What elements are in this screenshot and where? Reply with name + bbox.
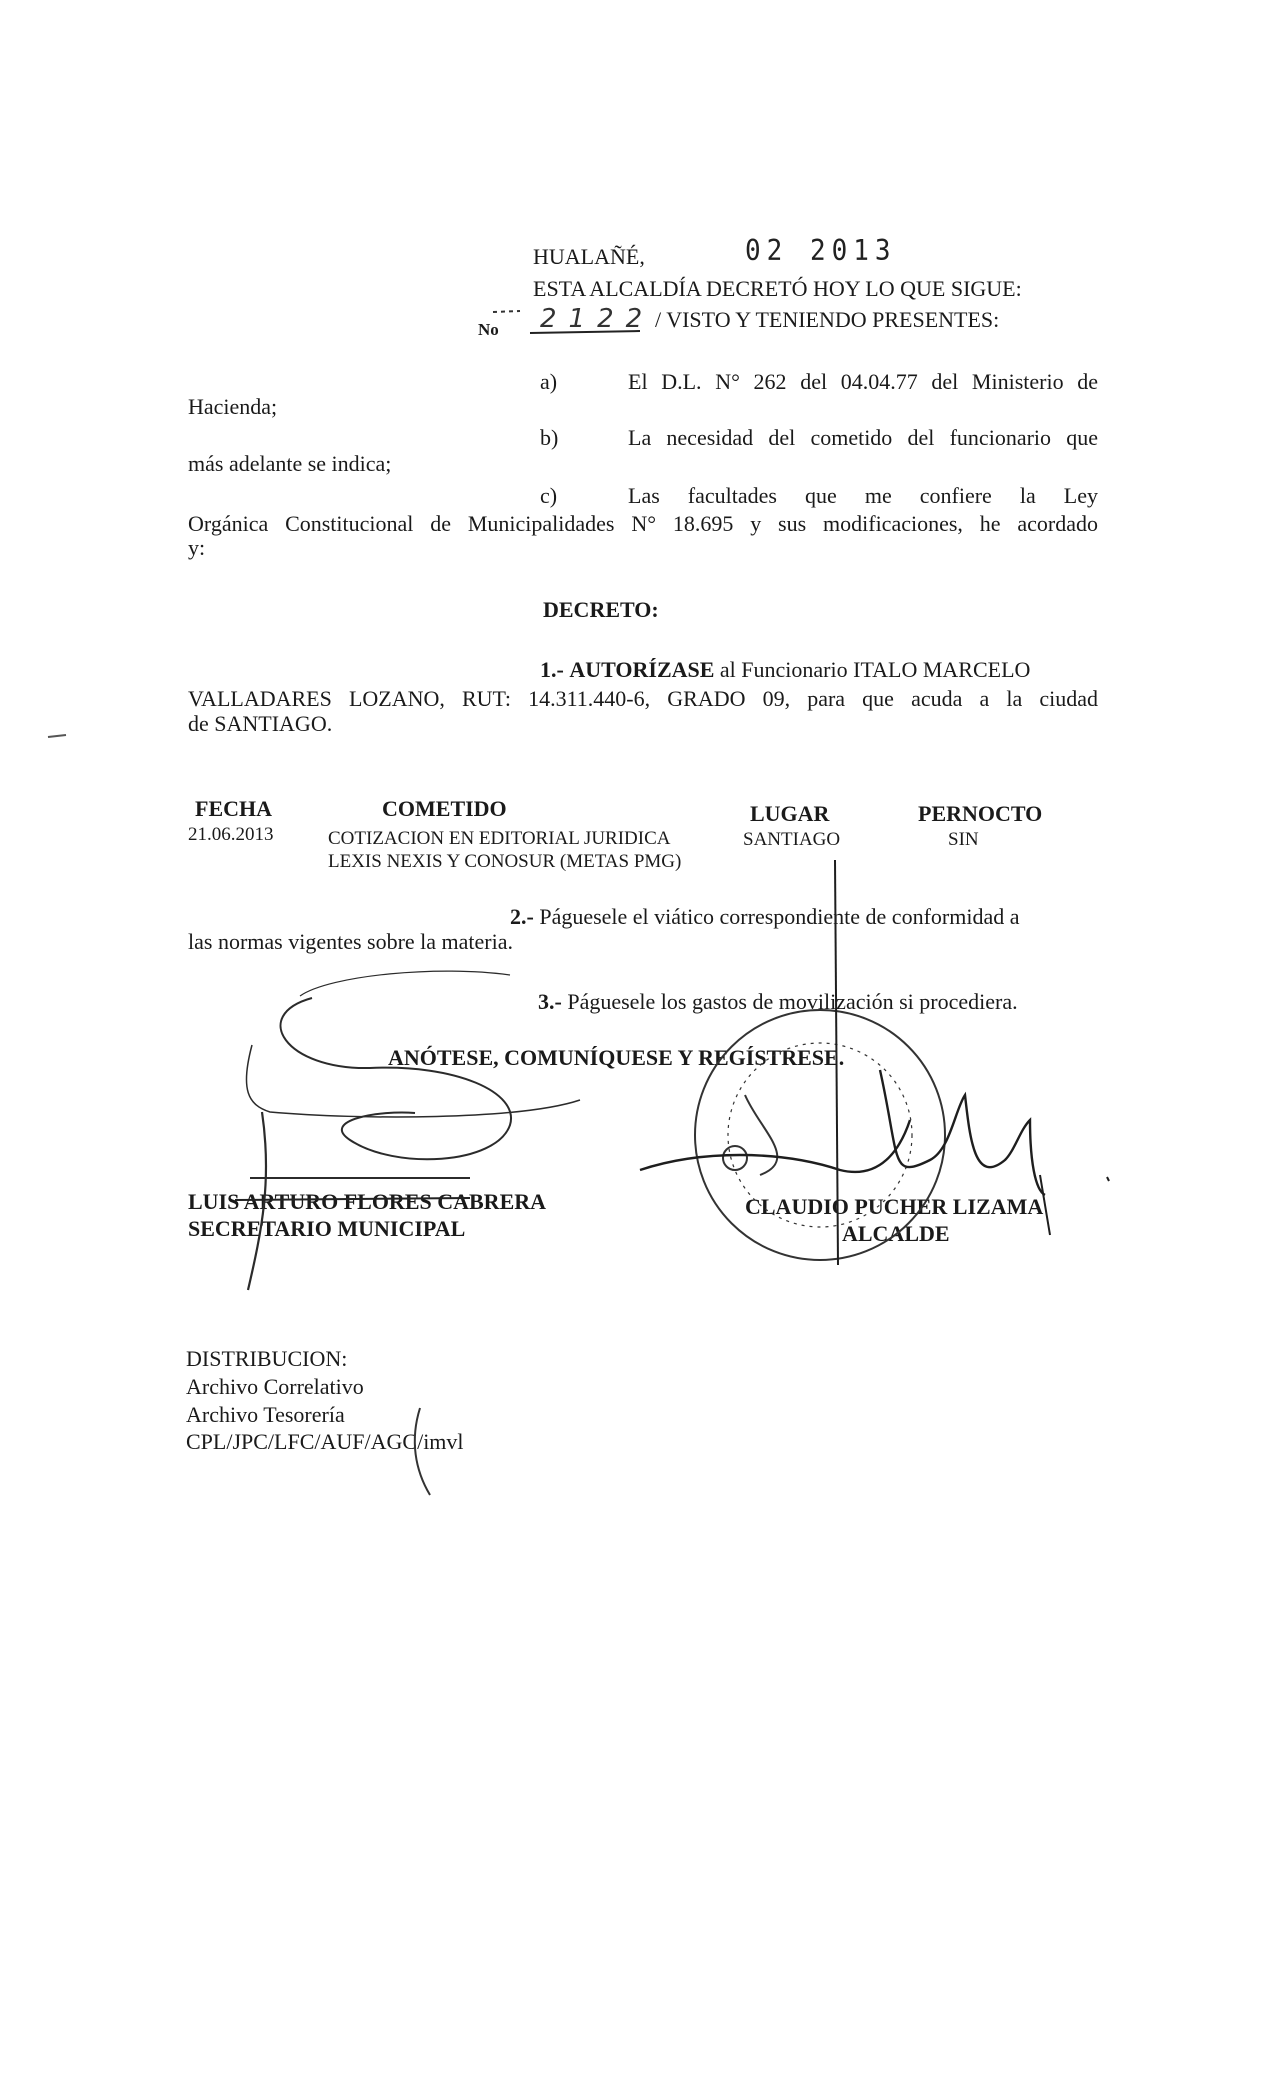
consideration-a-cont: Hacienda; bbox=[188, 394, 278, 419]
item1-line3: de SANTIAGO. bbox=[188, 711, 333, 736]
consideration-b-letter: b) bbox=[540, 425, 559, 450]
left-signer-name: LUIS ARTURO FLORES CABRERA bbox=[188, 1189, 547, 1214]
item2-line2: las normas vigentes sobre la materia. bbox=[188, 929, 514, 954]
table-cell-fecha: 21.06.2013 bbox=[188, 824, 274, 845]
table-header-pernocto: PERNOCTO bbox=[918, 801, 1043, 826]
table-header-cometido: COMETIDO bbox=[382, 796, 507, 821]
table-header-fecha: FECHA bbox=[195, 796, 272, 821]
item3-line bbox=[538, 988, 1018, 1016]
distribution-line: CPL/JPC/LFC/AUF/AGC/imvl bbox=[186, 1429, 464, 1454]
item1-line2: VALLADARES LOZANO, RUT: 14.311.440-6, GRADO 09, para que acuda a la ciudad bbox=[188, 686, 1098, 711]
table-cell-cometido-2: LEXIS NEXIS Y CONOSUR (METAS PMG) bbox=[328, 851, 682, 872]
consideration-c-cont1: Orgánica Constitucional de Municipalidades N° 18.695 y sus modificaciones, he acordado bbox=[188, 511, 1098, 536]
right-signer-name: CLAUDIO PUCHER LIZAMA bbox=[745, 1194, 1044, 1219]
consideration-c-letter: c) bbox=[540, 483, 558, 508]
distribution-line: Archivo Tesorería bbox=[186, 1402, 345, 1427]
distribution-line: Archivo Correlativo bbox=[186, 1374, 364, 1399]
closing-statement: ANÓTESE, COMUNÍQUESE Y REGÍSTRESE. bbox=[388, 1045, 845, 1070]
table-cell-lugar: SANTIAGO bbox=[743, 829, 841, 850]
table-header-lugar: LUGAR bbox=[750, 801, 830, 826]
visto-line: / VISTO Y TENIENDO PRESENTES: bbox=[655, 307, 1000, 332]
right-signer-title: ALCALDE bbox=[842, 1221, 950, 1246]
consideration-a-text: El D.L. N° 262 del 04.04.77 del Ministerio de bbox=[628, 369, 1098, 394]
table-cell-pernocto: SIN bbox=[948, 829, 979, 850]
item2-line1 bbox=[510, 903, 1019, 931]
consideration-b-cont: más adelante se indica; bbox=[188, 451, 392, 476]
table-cell-cometido-1: COTIZACION EN EDITORIAL JURIDICA bbox=[328, 828, 671, 849]
consideration-a-letter: a) bbox=[540, 369, 558, 394]
item1-number: 1.- bbox=[540, 657, 564, 682]
city-label: HUALAÑÉ, bbox=[533, 244, 645, 269]
item1-verb: AUTORÍZASE bbox=[569, 657, 715, 682]
item3-number: 3.- bbox=[538, 989, 562, 1014]
decree-number-label: No bbox=[478, 320, 499, 339]
item3-text: Páguesele los gastos de movilización si procediera. bbox=[567, 989, 1018, 1014]
decree-intro: ESTA ALCALDÍA DECRETÓ HOY LO QUE SIGUE: bbox=[533, 276, 1022, 301]
consideration-c-cont2: y: bbox=[188, 535, 206, 560]
consideration-b-text: La necesidad del cometido del funcionario que bbox=[628, 425, 1098, 450]
distribution-heading: DISTRIBUCION: bbox=[186, 1346, 348, 1371]
item1-text: al Funcionario ITALO MARCELO bbox=[719, 657, 1031, 682]
item1-line1 bbox=[540, 656, 1030, 684]
left-signer-title: SECRETARIO MUNICIPAL bbox=[188, 1216, 466, 1241]
consideration-c-text: Las facultades que me confiere la Ley bbox=[628, 483, 1098, 508]
date-stamp: 02 2013 bbox=[745, 234, 897, 268]
decreto-heading: DECRETO: bbox=[543, 597, 659, 622]
item2-text: Páguesele el viático correspondiente de conformidad a bbox=[539, 904, 1020, 929]
item2-number: 2.- bbox=[510, 904, 534, 929]
decree-number-handwritten: 2122 bbox=[540, 304, 655, 334]
